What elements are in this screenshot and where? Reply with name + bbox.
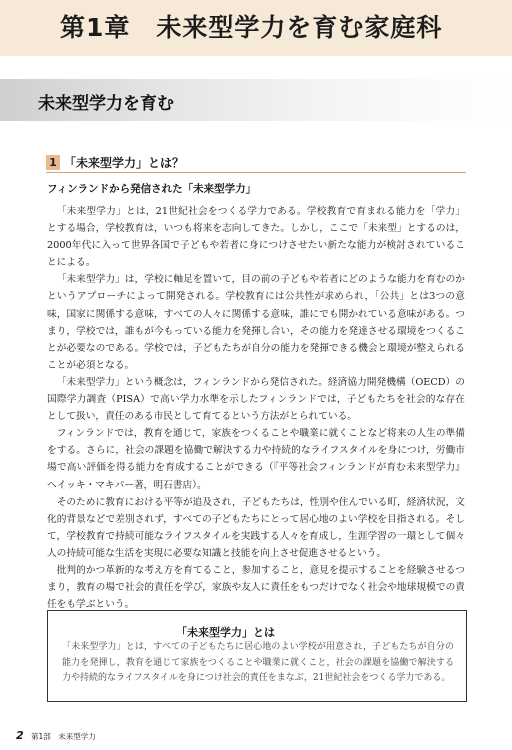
paragraph: 「未来型学力」は，学校に軸足を置いて，目の前の子どもや若者にどのような能力を育むのかというアプローチによって開発される。学校教育には公共性が求められ，「公共」とは3つの意味，国家に関係する意味，すべての人々に関係する意味，誰にでも開かれている意味がある。つまり，学校では，誰もが今もっている能力を発揮し合い，その能力を発達させる環境をつくることが必要なのである。学校では，子どもたちが自分の能力を発揮できる機会と環境が整えられることが必須となる。 [47,274,465,371]
chapter-title: 第1章 未来型学力を育む家庭科 [60,13,443,42]
section-title: 未来型学力を育む [38,94,174,114]
body-text [47,203,465,613]
subsection-number-badge: 1 [46,155,60,170]
topic-heading: フィンランドから発信された「未来型学力」 [47,183,257,195]
paragraph: 「未来型学力」という概念は，フィンランドから発信された。経済協力開発機構（OECD）の国際学力調査（PISA）で高い学力水準を示したフィンランドでは，子どもたちを社会的な存在として扱い，責任のある市民として育てるという方法がとられている。 [47,376,465,423]
paragraph: そのために教育における平等が追及され，子どもたちは，性別や住んでいる町，経済状況，文化的背景などで差別されず，すべての子どもたちにとって居心地のよい学校を目指される。そして，学校教育で持続可能なライフスタイルを実践する人々を育成し，生涯学習の一環として個々人の持続可能な生活を実現に必要な知識と技能を向上させ促進させるという。 [47,496,465,559]
subsection-label: 「未来型学力」とは？ [64,156,185,170]
subsection-divider [46,172,466,173]
running-footer: 第1部 未来型学力 [31,732,96,741]
paragraph: 批判的かつ革新的な考え方を育てること，参加すること，意見を提示することを経験させるつまり，教育の場で社会的責任を学び，家族や友人に責任をもつだけでなく社会や地球規模での責任をも学ぶという。 [47,564,465,611]
definition-box-text: 「未来型学力」とは，すべての子どもたちに居心地のよい学校が用意され，子どもたちが自分の能力を発揮し，教育を通じて家族をつくることや職業に就くこと，社会の課題を協働で解決する力や持続的なライフスタイルを身につけ社会的責任をまなぶ，21世紀社会をつくる学力である。 [62,642,454,684]
paragraph: フィンランドでは，教育を通じて，家族をつくることや職業に就くことなど将来の人生の準備をする。さらに，社会の課題を協働で解決する力や持続的なライフスタイルを身につけ，労働市場で高い評価を得る能力を育成することができる（『平等社会フィンランドが育む未来型学力』ヘイッキ・マキパー著，明石書店）。 [47,428,465,491]
definition-box-title: 「未来型学力」とは [176,626,275,639]
paragraph: 「未来型学力」とは，21世紀社会をつくる学力である。学校教育で育まれる能力を「学力」とする場合，学校教育は，いつも将来を志向してきた。しかし，ここで「未来型」とするのは，2000年代に入って世界各国で子どもや若者に身につけさせたい新たな能力が検討されていることによる。 [47,206,465,269]
page-number: 2 [16,729,24,742]
subsection-heading [46,154,184,171]
